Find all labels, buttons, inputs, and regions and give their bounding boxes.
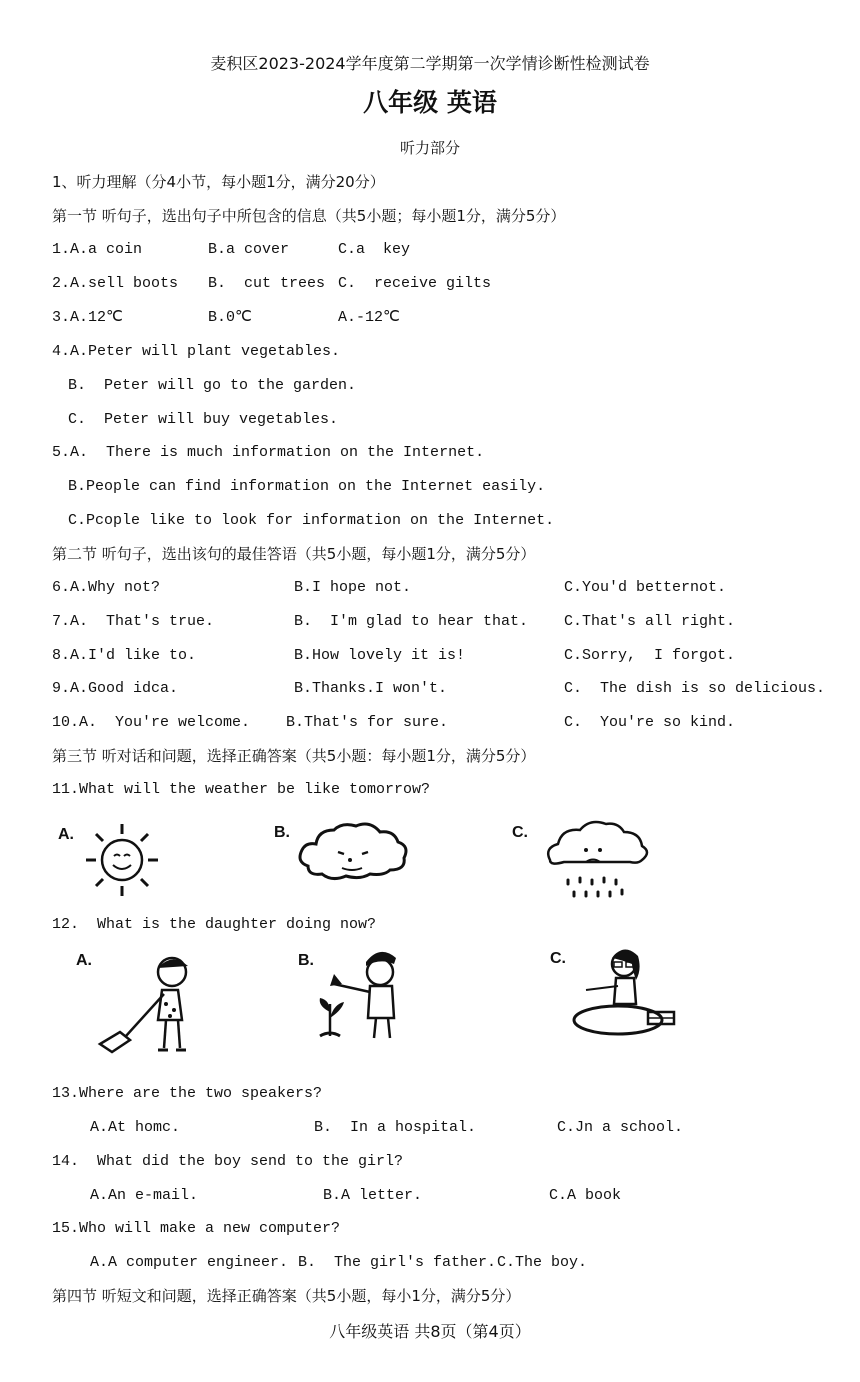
q12-label-c: C. [550, 950, 566, 967]
exam-title: 麦积区2023-2024学年度第二学期第一次学情诊断性检测试卷 [210, 54, 650, 73]
q10-option-c: C. You're so kind. [564, 714, 736, 731]
q2-option-c: C. receive gilts [338, 275, 492, 292]
q13-option-c: C.Jn a school. [557, 1119, 684, 1136]
q2-option-a: 2.A.sell boots [52, 275, 179, 292]
q11-label-c: C. [512, 824, 528, 841]
sec1-heading: 第一节 听句子，选出句子中所包含的信息（共5小题；每小题1分，满分5分） [52, 207, 566, 225]
q13-option-a: A.At homc. [90, 1119, 181, 1136]
q5-option-b: B.People can find information on the Internet easily. [68, 478, 546, 495]
q13-stem: 13.Where are the two speakers? [52, 1085, 323, 1102]
q15-option-a: A.A computer engineer. [90, 1254, 289, 1271]
rain-icon [542, 820, 654, 906]
sec4-heading: 第四节 听短文和问题，选择正确答案（共5小题，每小1分，满分5分） [52, 1287, 521, 1305]
q13-option-b: B. In a hospital. [314, 1119, 477, 1136]
sec3-heading: 第三节 听对话和问题，选择正确答案（共5小题：每小题1分，满分5分） [52, 747, 536, 765]
q4-option-b: B. Peter will go to the garden. [68, 377, 357, 394]
section-intro: 1、听力理解（分4小节，每小题1分，满分20分） [52, 173, 385, 191]
q6-option-b: B.I hope not. [294, 579, 412, 596]
q8-option-c: C.Sorry, I forgot. [564, 647, 736, 664]
q3-option-c: A.-12℃ [338, 309, 400, 326]
sec2-heading: 第二节 听句子，选出该句的最佳答语（共5小题，每小题1分，满分5分） [52, 545, 536, 563]
q14-option-c: C.A book [549, 1187, 622, 1204]
q11-stem: 11.What will the weather be like tomorrow? [52, 781, 431, 798]
q14-option-a: A.An e-mail. [90, 1187, 199, 1204]
q5-option-c: C.Pcople like to look for information on the Internet. [68, 512, 555, 529]
subject-title: 八年级 英语 [363, 88, 497, 117]
q11-label-a: A. [58, 826, 74, 843]
q12-label-a: A. [76, 952, 92, 969]
q1-option-b: B.a cover [208, 241, 290, 258]
sun-icon [82, 822, 162, 898]
q14-option-b: B.A letter. [323, 1187, 423, 1204]
q14-stem: 14. What did the boy send to the girl? [52, 1153, 404, 1170]
q15-stem: 15.Who will make a new computer? [52, 1220, 341, 1237]
girl-sweeping-icon [96, 950, 206, 1058]
q6-option-c: C.You'd betternot. [564, 579, 727, 596]
q9-option-a: 9.A.Good idca. [52, 680, 179, 697]
q8-option-a: 8.A.I'd like to. [52, 647, 197, 664]
q2-option-b: B. cut trees [208, 275, 326, 292]
q15-option-b: B. The girl's father. [298, 1254, 497, 1271]
q1-option-a: 1.A.a coin [52, 241, 143, 258]
q9-option-b: B.Thanks.I won't. [294, 680, 448, 697]
q4-option-c: C. Peter will buy vegetables. [68, 411, 339, 428]
q1-option-c: C.a key [338, 241, 411, 258]
q8-option-b: B.How lovely it is! [294, 647, 466, 664]
q7-option-c: C.That's all right. [564, 613, 736, 630]
cloud-icon [294, 820, 414, 886]
part-title: 听力部分 [399, 139, 460, 157]
girl-studying-icon [570, 944, 682, 1044]
q3-option-a: 3.A.12℃ [52, 309, 123, 326]
q4-option-a: 4.A.Peter will plant vegetables. [52, 343, 341, 360]
page-footer: 八年级英语 共8页（第4页） [329, 1322, 531, 1341]
q12-stem: 12. What is the daughter doing now? [52, 916, 377, 933]
q11-label-b: B. [274, 824, 290, 841]
q6-option-a: 6.A.Why not? [52, 579, 161, 596]
q12-label-b: B. [298, 952, 314, 969]
girl-planting-icon [314, 944, 424, 1044]
q15-option-c: C.The boy. [497, 1254, 588, 1271]
q7-option-b: B. I'm glad to hear that. [294, 613, 529, 630]
q3-option-b: B.0℃ [208, 309, 252, 326]
q5-option-a: 5.A. There is much information on the Internet. [52, 444, 485, 461]
q10-option-b: B.That's for sure. [286, 714, 449, 731]
q9-option-c: C. The dish is so delicious. [564, 680, 826, 697]
q10-option-a: 10.A. You're welcome. [52, 714, 251, 731]
q7-option-a: 7.A. That's true. [52, 613, 215, 630]
